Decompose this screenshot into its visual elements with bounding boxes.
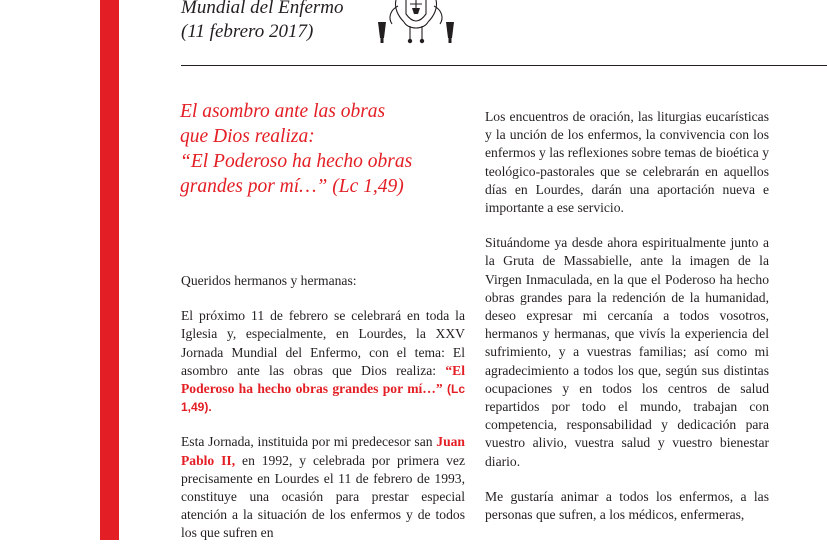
p1-quote: “El Poderoso ha hecho obras grandes por mí…”	[181, 362, 465, 397]
title-line-2: que Dios realiza:	[180, 126, 315, 147]
header-title-line-1: Mundial del Enfermo	[181, 0, 344, 18]
right-column	[485, 108, 769, 541]
left-paragraph-2	[181, 433, 465, 542]
p1-text: El próximo 11 de febrero se celebrará en toda la Iglesia y, especialmente, en Lourdes, la XXV Jornada Mundial del Enfermo, con el tema: El asombro ante las obras que Dios realiza:	[181, 308, 465, 378]
title-line-3: “El Poderoso ha hecho obras	[180, 151, 413, 172]
header-title-line-2: (11 febrero 2017)	[181, 21, 314, 42]
link-juan-pablo-ii[interactable]: Juan Pablo II,	[181, 434, 465, 468]
right-paragraph-2: Situándome ya desde ahora espiritualmente junto a la Gruta de Massabielle, ante la imagen de la Virgen Inmaculada, en la que el Poderoso ha hecho obras grandes para la redención de la humanidad, deseo expresar mi cercanía a todos vosotros, hermanos y hermanas, que vivís la experiencia del sufrimiento, y a vuestras familias; así como mi agradecimiento a todos los que, según sus distintas ocupaciones y en todos los centros de salud repartidos por todo el mundo, trabajan con competencia, responsabilidad y dedicación para vuestro alivio, vuestra salud y vuestro bienestar diario.	[485, 235, 769, 469]
greeting: Queridos hermanos y hermanas:	[181, 273, 357, 288]
header-rule	[181, 65, 827, 66]
right-paragraph-1: Los encuentros de oración, las liturgias eucarísticas y la unción de los enfermos, la convivencia con los enfermos y las reflexiones sobre temas de bioética y teológico-pastorales que se celebrarán en aquellos días en Lourdes, darán una aportación nueva e importante a ese servicio.	[485, 109, 769, 216]
left-paragraph-1	[181, 307, 465, 416]
title-line-4: grandes por mí…” (Lc 1,49)	[180, 176, 404, 197]
header-title	[181, 0, 344, 44]
p1-citation: (Lc 1,49).	[181, 382, 465, 415]
left-column	[181, 272, 465, 560]
p2-text-b: en 1992, y celebrada por primera vez precisamente en Lourdes el 11 de febrero de 1993, constituye una ocasión para prestar especial atención a la situación de los enfermos y de todos los que sufren en	[181, 452, 465, 541]
red-margin-bar	[100, 0, 119, 540]
message-title	[180, 99, 470, 199]
p2-text-a: Esta Jornada, instituida por mi predecesor san	[181, 434, 437, 450]
right-paragraph-3: Me gustaría animar a todos los enfermos, a las personas que sufren, a los médicos, enfermeras,	[485, 488, 769, 523]
title-line-1: El asombro ante las obras	[180, 101, 386, 122]
papal-coat-of-arms-icon	[374, 0, 458, 44]
